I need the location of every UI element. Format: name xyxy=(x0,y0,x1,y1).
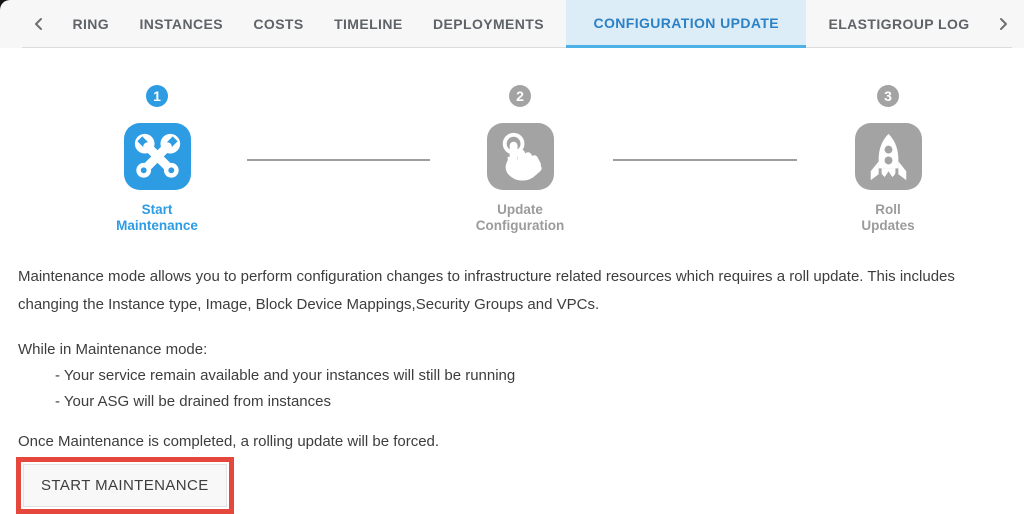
step-number-badge: 2 xyxy=(509,85,531,107)
wizard-steps xyxy=(0,75,1024,243)
tab-configuration-update[interactable]: CONFIGURATION UPDATE xyxy=(566,0,806,48)
bullet-service-available: - Your service remain available and your instances will still be running xyxy=(55,367,516,384)
annotation-highlight xyxy=(16,457,234,514)
step-update-configuration xyxy=(440,75,600,234)
tab-deployments[interactable]: DEPLOYMENTS xyxy=(433,16,544,32)
tab-ring[interactable]: RING xyxy=(72,16,110,32)
tap-icon xyxy=(487,123,554,190)
step-label: Roll Updates xyxy=(861,202,915,233)
step-number-badge: 3 xyxy=(877,85,899,107)
tab-costs[interactable]: COSTS xyxy=(253,16,304,32)
tab-bar xyxy=(0,0,1024,48)
step-connector xyxy=(613,159,797,161)
tab-instances[interactable]: INSTANCES xyxy=(139,16,223,32)
maintenance-description: Maintenance mode allows you to perform configuration changes to infrastructure related resources which requires a roll update. This includes changing the Instance type, Image, Block Device Mappings,Security Groups and VPCs. xyxy=(18,268,955,313)
chevron-left-icon xyxy=(32,17,46,31)
step-label: Start Maintenance xyxy=(116,202,198,233)
wrench-icon xyxy=(124,123,191,190)
step-roll-updates xyxy=(808,75,968,234)
step-connector xyxy=(247,159,430,161)
tabs-scroll-right[interactable] xyxy=(992,0,1014,48)
tab-timeline[interactable]: TIMELINE xyxy=(334,16,403,32)
chevron-right-icon xyxy=(996,17,1010,31)
step-start-maintenance xyxy=(77,75,237,234)
tabs-scroll-left[interactable] xyxy=(28,0,50,48)
step-label: Update Configuration xyxy=(475,202,565,233)
rocket-icon xyxy=(855,123,922,190)
start-maintenance-button[interactable]: START MAINTENANCE xyxy=(23,464,227,507)
while-heading: While in Maintenance mode: xyxy=(18,341,208,358)
maintenance-info xyxy=(0,263,1024,455)
completion-note: Once Maintenance is completed, a rolling update will be forced. xyxy=(18,433,440,450)
tab-elastigroup-log[interactable]: ELASTIGROUP LOG xyxy=(828,16,970,32)
bullet-asg-drained: - Your ASG will be drained from instances xyxy=(55,393,331,410)
step-number-badge: 1 xyxy=(146,85,168,107)
